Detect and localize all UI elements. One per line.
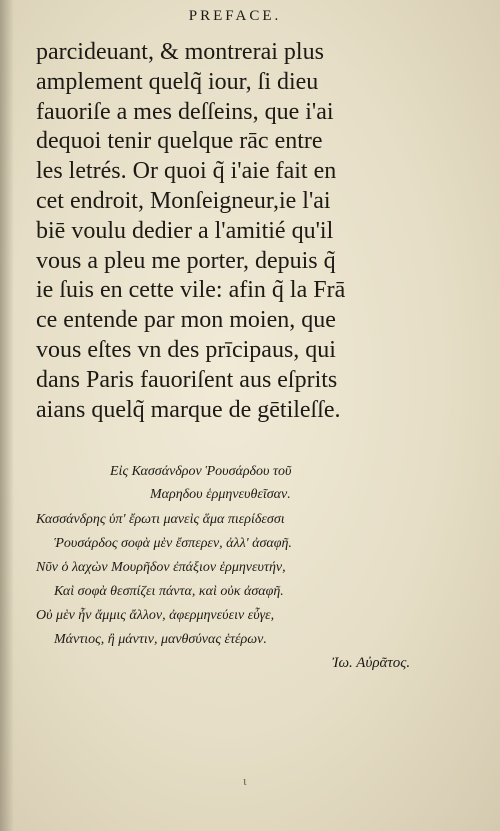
text-line: vous eſtes vn des prīcipaus, qui: [36, 336, 336, 363]
epigram-verse: Ῥουσάρδος σοφὰ μὲν ἔσπερεν, ἀλλ' ἀσαφῆ.: [54, 536, 292, 551]
epigram-verse: Καὶ σοφὰ θεσπίζει πάντα, καὶ οὐκ ἀσαφῆ.: [54, 584, 284, 599]
text-line: parcideuant, & montrerai plus: [36, 39, 324, 65]
folio-mark: ι: [243, 773, 247, 788]
text-line: cet endroit, Monſeigneur,ie l'ai: [36, 187, 331, 214]
epigram-title: Μαρηδου ἑρμηνευθεῖσαν.: [150, 487, 291, 502]
text-line: dans Paris fauoriſent aus eſprits: [36, 366, 338, 393]
text-line: fauoriſe a mes deſſeins, que i'ai: [36, 98, 334, 125]
text-line: aians quelq̃ marque de gētileſſe.: [36, 396, 341, 423]
epigram-verse: Κασσάνδρης ὑπ' ἔρωτι μανεὶς ἅμα πιερίδεσσι: [36, 512, 285, 527]
text-line: ie ſuis en cette vile: afin q̃ la Frā: [36, 277, 346, 304]
text-line: les letrés. Or quoi q̃ i'aie fait en: [36, 158, 337, 185]
epigram-verse: Οὐ μὲν ἦν ἄμμις ἄλλον, ἀφερμηνεύειν εὖγε,: [36, 608, 275, 623]
text-line: vous a pleu me porter, depuis q̃: [36, 247, 336, 274]
text-line: biē voulu dedier a l'amitié qu'il: [36, 217, 334, 244]
text-line: amplement quelq̃ iour, ſi dieu: [36, 68, 319, 95]
running-head: PREFACE.: [188, 8, 282, 24]
prose-paragraph: [36, 38, 416, 425]
page-gutter-shadow: [0, 0, 14, 831]
text-line: dequoi tenir quelque rāc entre: [36, 128, 323, 155]
epigram-verse: Μάντιος, ἢ μάντιν, μανθσύνας ἑτέρων.: [54, 632, 267, 647]
epigram-verse: Νῦν ὁ λαχὼν Μουρῆδον ἐπάξιον ἑρμηνευτήν,: [36, 560, 286, 575]
epigram-title: Εἰς Κασσάνδρον Ῥουσάρδου τοῦ: [110, 464, 292, 479]
text-line: ce entende par mon moien, que: [36, 307, 336, 334]
epigram-signature: Ἰω. Αὐρᾶτος.: [332, 655, 411, 671]
